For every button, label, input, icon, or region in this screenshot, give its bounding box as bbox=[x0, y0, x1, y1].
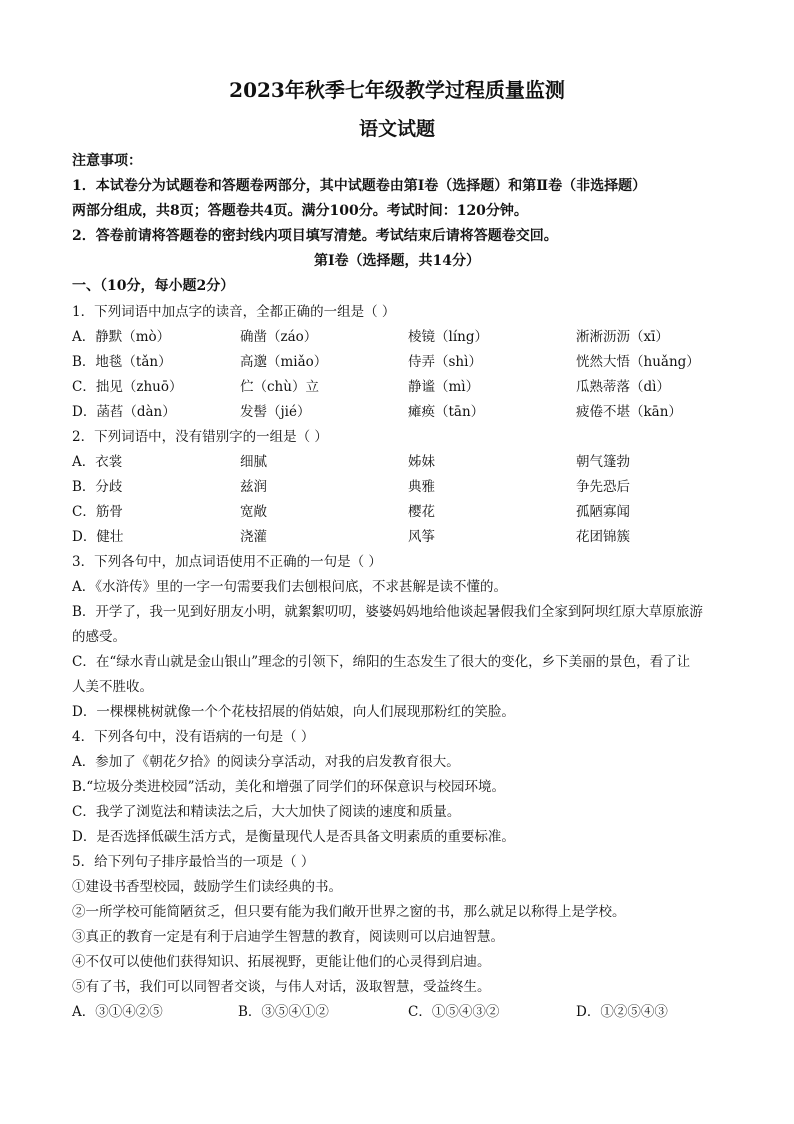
option-cell: A．静默（mò） bbox=[72, 329, 171, 345]
option-cell: 浇灌 bbox=[240, 529, 267, 545]
option-cell: 静谧（mì） bbox=[408, 379, 480, 395]
question-1-stem: 1．下列词语中加点字的读音，全都正确的一组是（ ） bbox=[72, 304, 396, 320]
option-cell: 兹润 bbox=[240, 479, 267, 495]
option-cell: 淅淅沥沥（xī） bbox=[576, 329, 669, 345]
option-cell: 伫（chù）立 bbox=[240, 379, 319, 395]
question-4-stem: 4．下列各句中，没有语病的一句是（ ） bbox=[72, 729, 315, 745]
option-cell: 典雅 bbox=[408, 479, 435, 495]
option-cell: A．衣裳 bbox=[72, 454, 123, 470]
question-5-sentence-3: ③真正的教育一定是有利于启迪学生智慧的教育，阅读则可以启迪智慧。 bbox=[72, 929, 504, 945]
notice-line-1: 1．本试卷分为试题卷和答题卷两部分，其中试题卷由第Ⅰ卷（选择题）和第Ⅱ卷（非选择题） bbox=[72, 178, 647, 194]
question-3-option-b-cont: 的感受。 bbox=[72, 629, 126, 645]
option-cell: D．健壮 bbox=[72, 529, 124, 545]
exam-title: 2023年秋季七年级教学过程质量监测 bbox=[229, 78, 565, 102]
option-cell: 瘫痪（tān） bbox=[408, 404, 485, 420]
notice-line-3: 2．答卷前请将答题卷的密封线内项目填写清楚。考试结束后请将答题卷交回。 bbox=[72, 228, 558, 244]
option-cell: 樱花 bbox=[408, 504, 435, 520]
question-4-option-c: C．我学了浏览法和精读法之后，大大加快了阅读的速度和质量。 bbox=[72, 804, 461, 820]
option-cell: D．菡萏（dàn） bbox=[72, 404, 176, 420]
option-cell: B．地毯（tǎn） bbox=[72, 354, 172, 370]
question-3-option-c-cont: 人美不胜收。 bbox=[72, 679, 153, 695]
option-cell: 姊妹 bbox=[408, 454, 435, 470]
question-2-stem: 2．下列词语中，没有错别字的一组是（ ） bbox=[72, 429, 328, 445]
question-4-option-d: D．是否选择低碳生活方式，是衡量现代人是否具备文明素质的重要标准。 bbox=[72, 829, 515, 845]
option-cell: 朝气篷勃 bbox=[576, 454, 630, 470]
option-cell: A．③①④②⑤ bbox=[72, 1004, 163, 1020]
question-5-sentence-4: ④不仅可以使他们获得知识、拓展视野，更能让他们的心灵得到启迪。 bbox=[72, 954, 491, 970]
question-5-sentence-5: ⑤有了书，我们可以同智者交谈，与伟人对话，汲取智慧，受益终生。 bbox=[72, 979, 491, 995]
part-title: 第Ⅰ卷（选择题，共14分） bbox=[313, 253, 481, 269]
option-cell: 恍然大悟（huǎng） bbox=[576, 354, 700, 370]
option-cell: 发髻（jié） bbox=[240, 404, 311, 420]
option-cell: 瓜熟蒂落（dì） bbox=[576, 379, 670, 395]
question-5-stem: 5．给下列句子排序最恰当的一项是（ ） bbox=[72, 854, 315, 870]
group-title: 一、（10分，每小题2分） bbox=[72, 278, 235, 294]
option-cell: 孤陋寡闻 bbox=[576, 504, 630, 520]
question-5-sentence-1: ①建设书香型校园，鼓励学生们读经典的书。 bbox=[72, 879, 342, 895]
option-cell: 争先恐后 bbox=[576, 479, 630, 495]
notice-line-2: 两部分组成，共8页；答题卷共4页。满分100分。考试时间：120分钟。 bbox=[72, 203, 528, 219]
option-cell: 疲倦不堪（kān） bbox=[576, 404, 682, 420]
option-cell: 花团锦簇 bbox=[576, 529, 630, 545]
question-3-option-a: A．《水浒传》里的一字一句需要我们去刨根问底，不求甚解是读不懂的。 bbox=[72, 579, 507, 595]
question-5-sentence-2: ②一所学校可能简陋贫乏，但只要有能为我们敞开世界之窗的书，那么就足以称得上是学校。 bbox=[72, 904, 626, 920]
option-cell: C．拙见（zhuō） bbox=[72, 379, 183, 395]
question-3-stem: 3．下列各句中，加点词语使用不正确的一句是（ ） bbox=[72, 554, 382, 570]
question-3-option-d: D．一棵棵桃树就像一个个花枝招展的俏姑娘，向人们展现那粉红的笑脸。 bbox=[72, 704, 515, 720]
exam-subtitle: 语文试题 bbox=[358, 118, 435, 140]
option-cell: 高邈（miǎo） bbox=[240, 354, 328, 370]
option-cell: B．分歧 bbox=[72, 479, 123, 495]
question-4-option-a: A．参加了《朝花夕拾》的阅读分享活动，对我的启发教育很大。 bbox=[72, 754, 460, 770]
option-cell: C．①⑤④③② bbox=[408, 1004, 500, 1020]
option-cell: C．筋骨 bbox=[72, 504, 123, 520]
notice-heading: 注意事项： bbox=[72, 153, 142, 169]
question-4-option-b: B.“垃圾分类进校园”活动，美化和增强了同学们的环保意识与校园环境。 bbox=[72, 779, 506, 795]
option-cell: D．①②⑤④③ bbox=[576, 1004, 668, 1020]
option-cell: 侍弄（shì） bbox=[408, 354, 482, 370]
option-cell: B．③⑤④①② bbox=[238, 1004, 329, 1020]
option-cell: 细腻 bbox=[240, 454, 267, 470]
option-cell: 棱镜（líng） bbox=[408, 329, 488, 345]
option-cell: 风筝 bbox=[408, 529, 435, 545]
question-3-option-b: B．开学了，我一见到好朋友小明，就絮絮叨叨，婆婆妈妈地给他谈起暑假我们全家到阿坝红原大草原旅游 bbox=[72, 604, 703, 620]
option-cell: 确凿（záo） bbox=[240, 329, 318, 345]
question-3-option-c: C．在“绿水青山就是金山银山”理念的引领下，绵阳的生态发生了很大的变化，乡下美丽的景色，看了让 bbox=[72, 654, 691, 670]
option-cell: 宽敞 bbox=[240, 504, 267, 520]
